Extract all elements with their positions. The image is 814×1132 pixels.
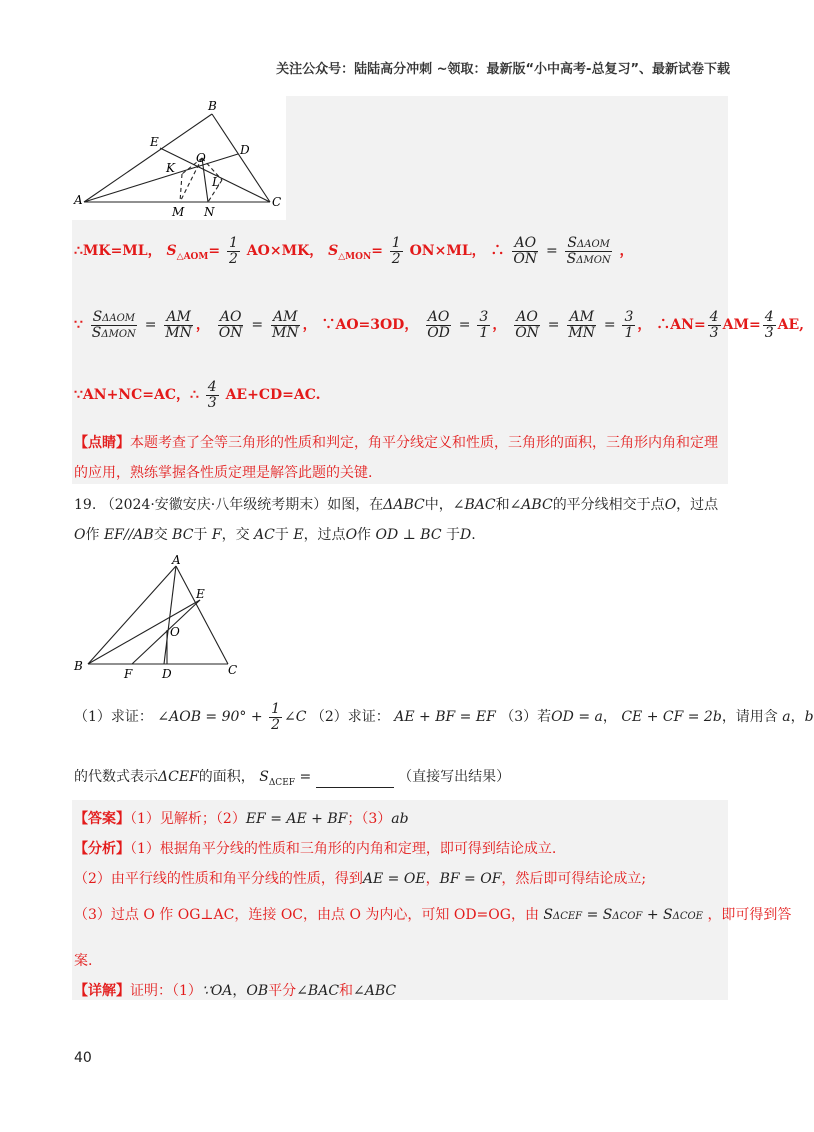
frac-num: AO — [516, 309, 538, 325]
fig1-label-o: O — [196, 151, 206, 165]
page-header: 关注公众号：陆陆高分冲刺 ~领取：最新版“小中高考-总复习”、最新试卷下载 — [276, 62, 730, 77]
fraction-s-ratio — [565, 236, 613, 266]
math-sub: ΔCEF — [553, 911, 583, 922]
math-bf-of: BF = OF — [439, 871, 502, 887]
frac-num: S — [92, 309, 103, 325]
page-number: 40 — [74, 1050, 92, 1066]
frac-num: AM — [569, 309, 594, 325]
math-triangle-cef: ΔCEF — [158, 769, 199, 785]
fraction-half — [227, 236, 240, 266]
comment-block — [74, 428, 724, 488]
fig1-label-b: B — [208, 99, 217, 113]
math-angle-abc: ∠ABC — [509, 497, 553, 513]
fraction-half — [269, 702, 282, 732]
text: （2）由平行线的性质和角平分线的性质，得到 — [74, 871, 363, 887]
text: 平分 — [268, 983, 297, 999]
fraction-3-1 — [622, 310, 635, 340]
frac-num: 4 — [764, 309, 774, 325]
text-eq: = — [299, 769, 312, 785]
text-s: S — [166, 243, 177, 260]
math-ac: AC — [254, 527, 275, 543]
part-3-label: （3）若 — [500, 709, 552, 726]
fraction-ao-on — [511, 236, 539, 266]
analysis-line-3 — [74, 904, 791, 924]
q19-parts-line — [74, 702, 814, 732]
frac-num: AO — [219, 309, 242, 325]
fraction-am-mn — [163, 310, 194, 340]
q19-part3-line-2 — [74, 766, 510, 788]
text: （3）过点 O 作 OG⊥AC，连接 OC，由点 O 为内心，可知 OD=OG，由 — [74, 907, 539, 923]
frac-num: 3 — [624, 309, 634, 325]
text: ；（3） — [347, 811, 392, 827]
part-1-label: （1）求证： — [74, 709, 153, 726]
math-sub: ΔCOE — [672, 911, 703, 922]
frac-den: 2 — [271, 716, 280, 733]
comment-text: 本题考查了全等三角形的性质和判定，角平分线定义和性质，三角形的面积，三角形内角和定理的应用，熟练掌握各性质定理是解答此题的关键. — [74, 435, 718, 481]
math-area-sum — [543, 907, 703, 923]
figure-triangle-abc-2 — [72, 552, 242, 682]
text-because: ∵AN+NC=AC，∴ — [74, 387, 199, 404]
figure-triangle-abc-1 — [72, 96, 286, 220]
frac-num: 1 — [271, 701, 280, 717]
math-s: S — [543, 907, 553, 923]
math-part1: ∠AOB = 90° + — [157, 709, 263, 726]
analysis-line-4 — [74, 950, 92, 970]
fraction-s-ratio — [90, 310, 138, 340]
frac-num: AM — [273, 309, 298, 325]
fig2-label-c: C — [228, 663, 238, 677]
solution-line-2: ∵ $\frac{\text{SΔAOM}}{\text{SΔMON}}$ = $\frac{AM}{MN}$ ， $\frac{AO}{ON}$ = $\frac{AM}{MN}$ ， ∵AO=3OD， $\frac{AO}{OD}$ = $\frac{3}{1}$ ， $\frac{AO}{ON}$ = $\frac{AM}{MN}$ = $\frac{3}{1}$ ， ∴AN= $\frac{4}{3}$ AM= $\frac{4}{3}$ AE, — [74, 309, 805, 341]
text: ， — [425, 871, 440, 887]
q19-stem-line-2 — [74, 524, 476, 544]
math-point-f: F — [211, 527, 222, 543]
analysis-tag: 【分析】 — [74, 841, 130, 857]
frac-num: 1 — [391, 235, 401, 251]
frac-den: MN — [165, 324, 192, 341]
math-eq: = — [586, 907, 599, 923]
fraction-half — [390, 236, 403, 266]
frac-den: 2 — [391, 250, 401, 267]
frac-den: ON — [515, 324, 539, 341]
frac-den: MN — [271, 324, 299, 341]
math-ae-oe: AE = OE — [362, 871, 426, 887]
math-part2: AE + BF = EF — [394, 709, 496, 726]
fraction-4-3 — [206, 380, 219, 410]
text-ae: AE, — [777, 317, 805, 334]
frac-den: 1 — [479, 324, 489, 341]
text-am: AM= — [722, 317, 761, 334]
math-angle-bac: ∠BAC — [452, 497, 496, 513]
fraction-ao-on — [513, 310, 541, 340]
fig2-label-o: O — [170, 625, 180, 639]
frac-den: ON — [513, 250, 538, 267]
text-aomk: AO×MK， — [246, 243, 324, 260]
frac-den: 2 — [228, 250, 238, 267]
solution-line-3 — [74, 380, 320, 410]
question-number: 19. — [74, 497, 97, 513]
text: ， — [790, 709, 805, 726]
frac-num: 4 — [207, 379, 217, 395]
frac-num: AO — [427, 309, 450, 325]
text: ，即可得到答 — [707, 907, 792, 923]
text-eq: = — [546, 243, 558, 260]
fig1-label-e: E — [150, 135, 159, 149]
detail-line — [74, 980, 396, 1000]
frac-den: ON — [218, 324, 243, 341]
solution-line-1 — [74, 236, 634, 266]
analysis-line-2 — [74, 868, 646, 888]
frac-den: OD — [427, 324, 450, 341]
fig1-label-k: K — [166, 161, 175, 175]
text: （1）见解析；（2） — [130, 811, 246, 827]
frac-den: 3 — [709, 324, 719, 341]
frac-den: 1 — [624, 324, 634, 341]
text: 的面积， — [198, 769, 255, 785]
q19-stem-line-1 — [74, 494, 718, 514]
frac-num: 4 — [709, 309, 719, 325]
fig1-label-l: L — [212, 175, 220, 189]
text: ，交 — [221, 527, 250, 543]
frac-den: S — [91, 324, 102, 341]
text: 如图，在 — [327, 497, 384, 513]
text: （直接写出结果） — [398, 769, 511, 785]
text: . — [471, 527, 476, 543]
text-eq: = — [371, 243, 383, 260]
text: 于 — [274, 527, 289, 543]
text-comma: ， — [619, 243, 634, 260]
math-a: a — [782, 709, 791, 726]
fig1-label-n: N — [204, 205, 215, 219]
math-bc: BC — [172, 527, 194, 543]
text: 交 — [153, 527, 168, 543]
math-ce-cf: CE + CF = 2b — [621, 709, 722, 726]
answer-blank — [316, 773, 394, 788]
fig2-label-e: E — [196, 587, 205, 601]
text: 作 — [85, 527, 100, 543]
frac-den: 3 — [207, 394, 217, 411]
answer-line — [74, 808, 409, 828]
math-point-d: D — [459, 527, 472, 543]
frac-den: 3 — [764, 324, 774, 341]
text: ，然后即可得结论成立; — [501, 871, 647, 887]
math-b: b — [804, 709, 814, 726]
question-source: （2024·安徽安庆·八年级统考期末） — [100, 497, 328, 513]
part-2-label: （2）求证： — [310, 709, 390, 726]
answer-box-19 — [72, 800, 728, 1000]
math-plus: + — [646, 907, 659, 923]
math-point-e: E — [293, 527, 304, 543]
math-ef-parallel-ab: EF//AB — [103, 527, 154, 543]
fig2-label-b: B — [74, 659, 83, 673]
text: （1）根据角平分线的性质和三角形的内角和定理，即可得到结论成立. — [130, 841, 557, 857]
text: 中， — [424, 497, 453, 513]
fig1-label-c: C — [272, 195, 282, 209]
text-because-ao-3od: ∵AO=3OD， — [321, 317, 419, 334]
fig2-label-d: D — [162, 667, 172, 681]
frac-num-sub: ΔAOM — [577, 239, 610, 250]
math-sub: ΔCOF — [612, 911, 643, 922]
math-s: S — [663, 907, 673, 923]
comment-tag: 【点睛】 — [74, 435, 130, 451]
frac-den: S — [566, 250, 577, 267]
math-s: S — [259, 769, 269, 785]
text: 案. — [74, 953, 93, 969]
math-point-o: O — [74, 527, 86, 543]
text-therefore: ∴ — [490, 243, 505, 260]
math-s-sub: ΔCEF — [268, 777, 296, 788]
math-od-a: OD = a — [551, 709, 603, 726]
text-sub: △MON — [338, 251, 372, 262]
math-angle-c: ∠C — [283, 709, 307, 726]
fraction-am-mn — [566, 310, 597, 340]
text: ，过点 — [676, 497, 719, 513]
fig1-label-d: D — [240, 143, 250, 157]
fig1-label-m: M — [172, 205, 185, 219]
math-ob: OB — [246, 983, 269, 999]
fraction-4-3 — [708, 310, 721, 340]
text-an: ∴AN= — [656, 317, 706, 334]
text: ，请用含 — [721, 709, 778, 726]
math-triangle-abc: ΔABC — [383, 497, 425, 513]
text-s: S — [328, 243, 339, 260]
text: 于 — [445, 527, 460, 543]
text-rest: AE+CD=AC. — [225, 387, 321, 404]
math-point-o: O — [345, 527, 358, 543]
fraction-ao-on — [217, 310, 245, 340]
text-because: ∵ — [74, 317, 83, 334]
text: ，过点 — [303, 527, 346, 543]
text-therefore: ∴MK=ML， — [74, 243, 162, 260]
math-od-perp-bc: OD ⊥ BC — [375, 527, 442, 543]
math-oa: ∵OA — [201, 983, 233, 999]
frac-den-sub: ΔMON — [576, 254, 611, 266]
math-point-o: O — [664, 497, 677, 513]
text: 的代数式表示 — [74, 769, 158, 785]
text: 于 — [193, 527, 208, 543]
fig2-label-f: F — [124, 667, 133, 681]
text: ， — [232, 983, 247, 999]
text: 作 — [357, 527, 372, 543]
text: ， — [602, 709, 617, 726]
text: 和 — [339, 983, 354, 999]
text-onml: ON×ML， — [409, 243, 486, 260]
analysis-line-1 — [74, 838, 556, 858]
fig2-label-a: A — [172, 553, 181, 567]
frac-num: AO — [514, 235, 537, 251]
fraction-am-mn — [270, 310, 301, 340]
frac-num-sub: ΔAOM — [102, 313, 136, 324]
frac-num: S — [567, 235, 577, 251]
math-s: S — [602, 907, 613, 923]
fraction-4-3 — [763, 310, 776, 340]
text: 和 — [495, 497, 510, 513]
math-angle-abc: ∠ABC — [353, 983, 397, 999]
detail-tag: 【详解】 — [74, 983, 130, 999]
fraction-ao-od — [425, 310, 452, 340]
text: 的平分线相交于点 — [552, 497, 665, 513]
frac-num: 3 — [479, 309, 489, 325]
text: 证明：（1） — [130, 983, 202, 999]
fig1-label-a: A — [74, 193, 83, 207]
fraction-3-1 — [477, 310, 490, 340]
frac-num: AM — [166, 309, 191, 325]
text-sub: △AOM — [176, 251, 209, 262]
frac-den: MN — [568, 324, 595, 341]
answer-tag: 【答案】 — [74, 811, 130, 827]
math-answer-3: ab — [391, 811, 409, 827]
text-eq: = — [208, 243, 221, 260]
math-answer-2: EF = AE + BF — [245, 811, 348, 827]
math-angle-bac: ∠BAC — [296, 983, 340, 999]
frac-den-sub: ΔMON — [101, 328, 136, 340]
frac-num: 1 — [228, 235, 238, 251]
